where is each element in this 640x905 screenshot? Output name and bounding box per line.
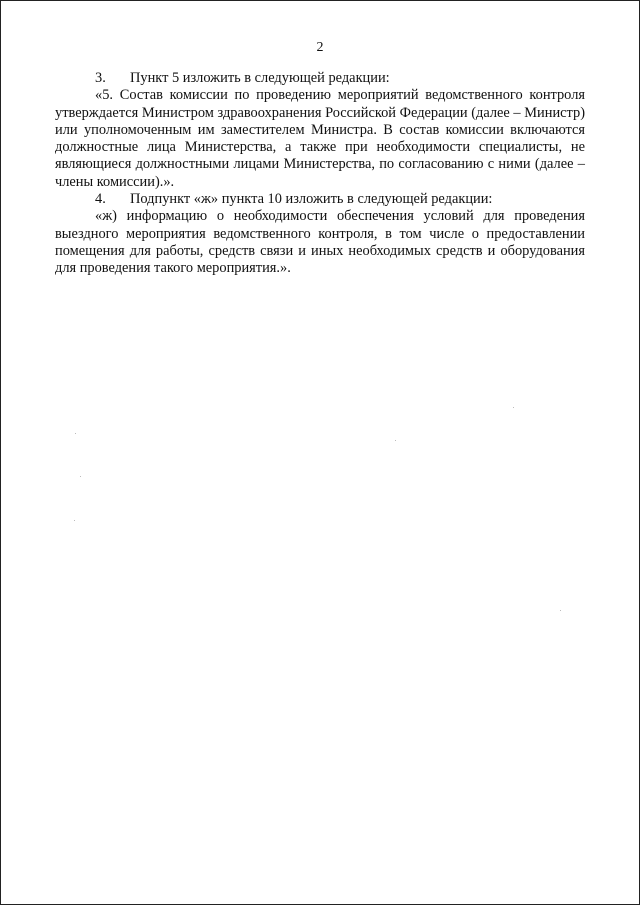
item-4-text: «ж) информацию о необходимости обеспечения условий для проведения выездного мероприятия ведомственного контроля, в том числе о предоставлении помещения для работы, средств связи и иных необходимых средств и оборудования для проведения такого мероприятия.». xyxy=(55,208,585,277)
document-body xyxy=(55,70,585,278)
page-number: 2 xyxy=(316,40,324,55)
item-3-heading xyxy=(55,70,585,87)
item-heading-text: Подпункт «ж» пункта 10 изложить в следующей редакции: xyxy=(130,191,493,208)
scan-speck xyxy=(560,610,561,611)
item-3-text: «5. Состав комиссии по проведению мероприятий ведомственного контроля утверждается Министром здравоохранения Российской Федерации (далее – Министр) или уполномоченным им заместителем Министра. В состав комиссии включаются должностные лица Министерства, а также при необходимости специалисты, не являющиеся должностными лицами Министерства, по согласованию с ними (далее – члены комиссии).». xyxy=(55,87,585,190)
item-number: 3. xyxy=(95,70,106,86)
scan-speck xyxy=(75,433,76,434)
item-heading-text: Пункт 5 изложить в следующей редакции: xyxy=(130,70,390,86)
scan-speck xyxy=(513,407,514,408)
scan-speck xyxy=(395,440,396,441)
scan-speck xyxy=(80,476,81,477)
item-4-heading xyxy=(55,191,585,208)
item-number: 4. xyxy=(95,191,106,208)
scan-speck xyxy=(74,520,75,521)
